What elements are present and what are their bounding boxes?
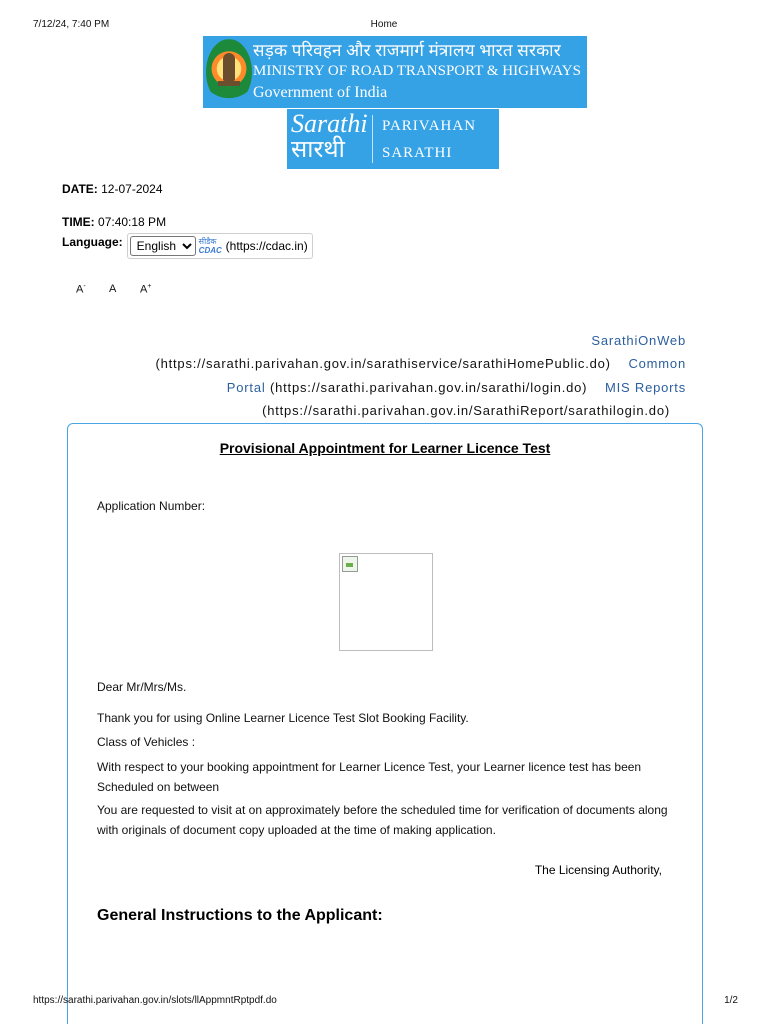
sarathi-on-web-link[interactable]: SarathiOnWeb — [591, 333, 686, 348]
time-value: 07:40:18 PM — [98, 215, 167, 229]
cdac-logo-en: CDAC — [198, 246, 222, 255]
application-number-label: Application Number: — [97, 499, 206, 513]
thanks-text: Thank you for using Online Learner Licence Test Slot Booking Facility. — [97, 711, 469, 725]
banner-hindi-text: सड़क परिवहन और राजमार्ग मंत्रालय भारत सरकार — [253, 41, 561, 60]
font-normal-button[interactable]: A — [109, 283, 117, 295]
logo-divider — [372, 115, 373, 163]
language-row — [62, 233, 313, 259]
mis-reports-url: (https://sarathi.parivahan.gov.in/SarathiReport/sarathilogin.do) — [262, 403, 670, 418]
cdac-logo-hi: सीडैक — [198, 237, 217, 246]
font-decrease-sign: - — [83, 283, 86, 290]
logo-script-hi: सारथी — [291, 137, 345, 163]
applicant-photo — [339, 553, 433, 651]
banner-ministry-text: MINISTRY OF ROAD TRANSPORT & HIGHWAYS — [253, 63, 581, 79]
time-row — [62, 215, 166, 229]
print-page-number: 1/2 — [724, 995, 738, 1006]
common-portal-link-part1[interactable]: Common — [628, 356, 686, 371]
common-portal-link-part2[interactable]: Portal — [226, 380, 266, 395]
broken-image-icon — [342, 556, 358, 572]
visit-message: You are requested to visit at on approximately before the scheduled time for verification of documents along with originals of document copy uploaded at the time of making application. — [97, 803, 668, 837]
class-of-vehicles-label: Class of Vehicles : — [97, 735, 196, 749]
date-label: DATE: — [62, 182, 98, 196]
instructions-heading: General Instructions to the Applicant: — [97, 907, 383, 924]
print-datetime: 7/12/24, 7:40 PM — [33, 19, 110, 30]
salutation: Dear Mr/Mrs/Ms. — [97, 680, 187, 694]
font-increase-sign: + — [147, 283, 152, 290]
time-label: TIME: — [62, 215, 95, 229]
sarathi-on-web-url: (https://sarathi.parivahan.gov.in/sarathiservice/sarathiHomePublic.do) — [155, 356, 611, 371]
mis-reports-link[interactable]: MIS Reports — [604, 380, 686, 395]
sarathi-logo[interactable] — [287, 109, 499, 169]
licensing-authority: The Licensing Authority, — [534, 863, 662, 877]
cdac-link[interactable]: (https://cdac.in) — [225, 239, 308, 253]
logo-word-sarathi: SARATHI — [382, 145, 453, 161]
cdac-logo-icon[interactable] — [199, 237, 224, 255]
banner-government-text: Government of India — [253, 84, 388, 101]
logo-word-parivahan: PARIVAHAN — [382, 118, 477, 134]
link-line-2 — [155, 356, 686, 371]
font-increase-label: A — [140, 283, 148, 296]
font-decrease-label: A — [76, 283, 84, 296]
logo-script-en: Sarathi — [291, 109, 368, 138]
language-box — [127, 233, 313, 259]
common-portal-url: (https://sarathi.parivahan.gov.in/sarathi/login.do) — [269, 380, 588, 395]
print-footer-url: https://sarathi.parivahan.gov.in/slots/llAppmntRptpdf.do — [33, 995, 277, 1006]
font-decrease-button[interactable] — [76, 283, 86, 296]
ministry-banner[interactable] — [203, 36, 587, 108]
font-increase-button[interactable] — [140, 283, 151, 296]
print-page-title: Home — [370, 19, 398, 30]
link-line-4 — [262, 403, 670, 418]
booking-message: With respect to your booking appointment for Learner Licence Test, your Learner licence test has been Scheduled on between — [97, 760, 642, 794]
language-select[interactable] — [130, 236, 196, 256]
language-label: Language: — [62, 235, 123, 249]
appointment-card — [67, 423, 703, 1024]
date-value: 12-07-2024 — [101, 182, 163, 196]
link-line-1 — [591, 333, 686, 348]
national-emblem-icon — [206, 39, 252, 105]
card-title: Provisional Appointment for Learner Licence Test — [219, 440, 551, 456]
link-line-3 — [227, 380, 686, 395]
date-row — [62, 182, 163, 196]
